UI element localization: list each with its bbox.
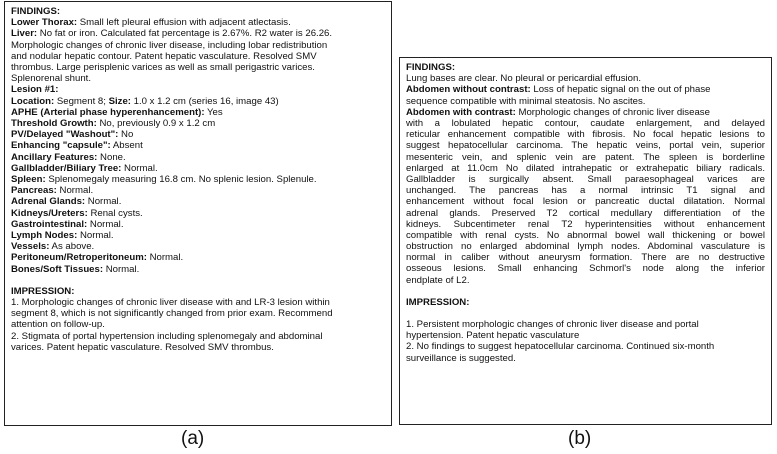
ancillary-label: Ancillary Features: (11, 151, 98, 163)
impression-line: 1. Morphologic changes of chronic liver disease with and LR-3 lesion within (11, 297, 330, 309)
peritoneum-text: Normal. (146, 252, 184, 264)
size-label: Size: (108, 95, 131, 107)
liver-line (11, 28, 385, 39)
gallbladder-line (11, 163, 385, 174)
threshold-text: No, previously 0.9 x 1.2 cm (96, 118, 216, 130)
kidneys-label: Kidneys/Ureters: (11, 207, 88, 219)
findings-body-line: suggest hepatocellular carcinoma. The hepatic veins, portal vein, superior (406, 140, 765, 152)
aphe-line (11, 107, 385, 118)
impression-line: segment 8, which is not significantly changed from prior exam. Recommend (11, 308, 333, 320)
capsule-label: Enhancing "capsule": (11, 140, 111, 152)
lower-thorax-label: Lower Thorax: (11, 17, 78, 29)
bones-text: Normal. (103, 263, 140, 275)
gallbladder-text: Normal. (121, 162, 158, 174)
gi-line (11, 219, 385, 230)
without-contrast-text-line: sequence compatible with minimal steatosis. No ascites. (406, 95, 646, 107)
liver-text-line: thrombus. Large perisplenic varices as well as small perigastric varices. (11, 62, 315, 74)
peritoneum-label: Peritoneum/Retroperitoneum: (11, 252, 147, 264)
adrenal-line (11, 196, 385, 207)
pancreas-line (11, 185, 385, 196)
washout-text: No (118, 129, 134, 141)
report-b (399, 57, 772, 425)
gi-label: Gastrointestinal: (11, 218, 88, 230)
spleen-text: Splenomegaly measuring 16.8 cm. No splenic lesion. Splenule. (45, 174, 317, 186)
vessels-text: As above. (49, 241, 95, 253)
spacer (406, 286, 765, 297)
spacer (11, 275, 385, 286)
bones-line (11, 264, 385, 275)
impression-line: hypertension. Patent hepatic vasculature (406, 330, 580, 342)
findings-heading: FINDINGS: (11, 6, 61, 17)
liver-text-line: Morphologic changes of chronic liver disease, including lobar redistribution (11, 39, 328, 51)
threshold-line (11, 118, 385, 129)
impression-heading: IMPRESSION: (406, 296, 470, 308)
without-contrast-label: Abdomen without contrast: (406, 84, 531, 96)
liver-label: Liver: (11, 28, 38, 40)
location-text: Segment 8; (54, 95, 109, 107)
lymph-line (11, 230, 385, 241)
spleen-label: Spleen: (11, 174, 46, 186)
vessels-label: Vessels: (11, 241, 50, 253)
findings-body-line: reticular enhancement compatible with fibrosis. No focal hepatic lesions to (406, 129, 765, 141)
location-label: Location: (11, 95, 55, 107)
caption-a: (a) (181, 428, 205, 449)
impression-line: 2. Stigmata of portal hypertension including splenomegaly and abdominal (11, 330, 323, 342)
spacer (406, 308, 765, 319)
lower-thorax-text: Small left pleural effusion with adjacent atlectasis. (77, 17, 291, 29)
aphe-text: Yes (204, 106, 223, 118)
findings-body-line: compatible with renal cysts. No abnormal bowel wall thickening or bowel (406, 229, 765, 241)
liver-text-line: and nodular hepatic contour. Patent hepatic vasculature. Resolved SMV (11, 50, 317, 62)
bones-label: Bones/Soft Tissues: (11, 263, 104, 275)
findings-body-line: unchanged. The pancreas has a normal intrinsic T1 signal and (406, 185, 765, 197)
gi-text: Normal. (87, 218, 124, 230)
gallbladder-label: Gallbladder/Biliary Tree: (11, 162, 122, 174)
findings-body-line: obstruction no enlarged abdominal lymph nodes. Abdominal vasculature is (406, 241, 765, 253)
impression-heading: IMPRESSION: (11, 285, 75, 297)
with-contrast-line (406, 107, 765, 118)
findings-body-line: Gallbladder is surgically absent. Small paraesophageal varices are (406, 173, 765, 185)
liver-text: No fat or iron. Calculated fat percentage is 2.67%. R2 water is 26.26. (37, 28, 333, 40)
findings-body-line: adrenal glands. Preserved T2 cortical medullary differentiation of the (406, 207, 765, 219)
report-a (4, 1, 392, 426)
without-contrast-line (406, 84, 765, 95)
washout-label: PV/Delayed "Washout": (11, 129, 119, 141)
findings-body-line: enlarged at 11.0cm No dilated intrahepatic or extrahepatic biliary radicals. (406, 162, 765, 174)
caption-b: (b) (568, 428, 592, 449)
with-contrast-text: Morphologic changes of chronic liver disease (515, 106, 710, 118)
findings-body-line: normal in caliber without aneurysm formation. There are no destructive (406, 252, 765, 264)
location-line (11, 96, 385, 107)
adrenal-label: Adrenal Glands: (11, 196, 86, 208)
threshold-label: Threshold Growth: (11, 118, 97, 130)
lesion-heading: Lesion #1: (11, 84, 59, 96)
aphe-label: APHE (Arterial phase hyperenhancement): (11, 106, 205, 118)
adrenal-text: Normal. (85, 196, 122, 208)
ancillary-text: None. (97, 151, 126, 163)
impression-line: surveillance is suggested. (406, 352, 516, 364)
without-contrast-text: Loss of hepatic signal on the out of phase (530, 84, 711, 96)
spleen-line (11, 174, 385, 185)
kidneys-text: Renal cysts. (87, 207, 143, 219)
ancillary-line (11, 152, 385, 163)
pancreas-text: Normal. (56, 185, 94, 197)
findings-body-line: enhancement without focal lesion or pancreatic ductal dilatation. Normal (406, 196, 765, 208)
capsule-line (11, 140, 385, 151)
impression-line: attention on follow-up. (11, 319, 105, 331)
findings-body-line: kidneys. Subcentimeter renal T2 hyperintensities without enhancement (406, 218, 765, 230)
findings-body-line: with a lobulated hepatic contour, caudate enlargement, and delayed (406, 118, 765, 130)
pancreas-label: Pancreas: (11, 185, 57, 197)
findings-heading: FINDINGS: (406, 62, 456, 73)
lymph-text: Normal. (77, 230, 114, 242)
findings-body-line: endplate of L2. (406, 274, 470, 286)
lymph-label: Lymph Nodes: (11, 230, 78, 242)
impression-line: 1. Persistent morphologic changes of chronic liver disease and portal (406, 319, 699, 331)
with-contrast-label: Abdomen with contrast: (406, 106, 516, 118)
findings-body-line: osseous lesions. Small enhancing Schmorl's node along the inferior (406, 263, 765, 275)
impression-line: varices. Patent hepatic vasculature. Resolved SMV thrombus. (11, 341, 274, 353)
kidneys-line (11, 208, 385, 219)
findings-body-line: mesenteric vein, and splenic vein are patent. The spleen is borderline (406, 151, 765, 163)
washout-line (11, 129, 385, 140)
capsule-text: Absent (110, 140, 143, 152)
liver-text-line: Splenorenal shunt. (11, 73, 92, 85)
vessels-line (11, 241, 385, 252)
lung-line: Lung bases are clear. No pleural or pericardial effusion. (406, 73, 642, 85)
size-text: 1.0 x 1.2 cm (series 16, image 43) (130, 95, 279, 107)
peritoneum-line (11, 252, 385, 263)
impression-line: 2. No findings to suggest hepatocellular carcinoma. Continued six-month (406, 341, 715, 353)
lower-thorax-line (11, 17, 385, 28)
